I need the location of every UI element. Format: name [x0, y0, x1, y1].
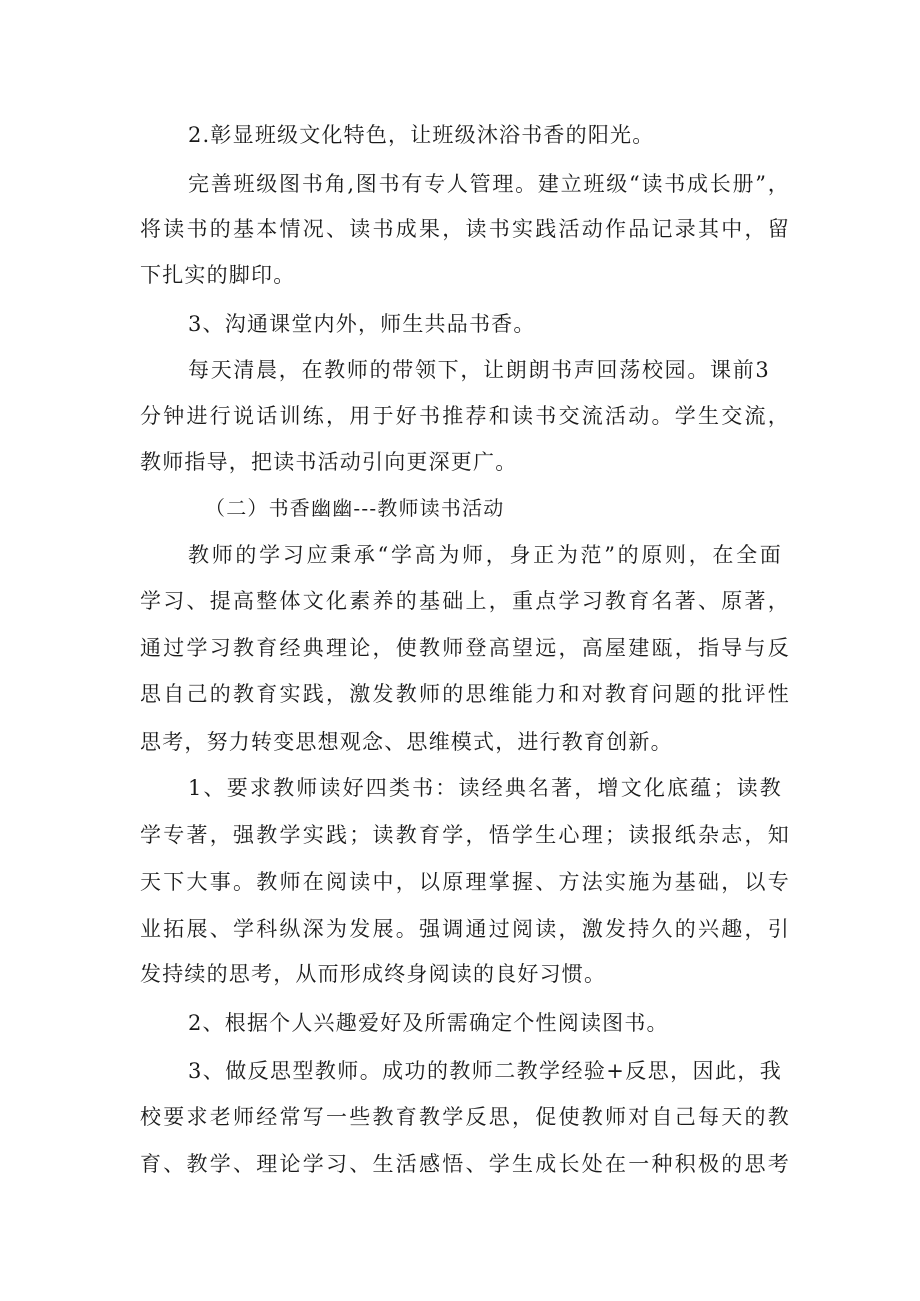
paragraph-line: 育、教学、理论学习、生活感悟、学生成长处在一种积极的思考	[140, 1152, 790, 1176]
paragraph-line: 通过学习教育经典理论，使教师登高望远，高屋建瓯，指导与反	[140, 636, 790, 660]
paragraph-line: 思自己的教育实践，激发教师的思维能力和对教育问题的批评性	[140, 682, 790, 706]
section-heading: （二）书香幽幽---教师读书活动	[205, 496, 505, 520]
paragraph-line: 校要求老师经常写一些教育教学反思，促使教师对自己每天的教	[140, 1105, 790, 1129]
paragraph-line: 天下大事。教师在阅读中，以原理掌握、方法实施为基础，以专	[140, 870, 790, 894]
paragraph-line: 思考，努力转变思想观念、思维模式，进行教育创新。	[140, 730, 673, 754]
paragraph-line: 1、要求教师读好四类书：读经典名著，增文化底蕴；读教	[188, 776, 782, 800]
paragraph-line: 学习、提高整体文化素养的基础上，重点学习教育名著、原著，	[140, 589, 790, 613]
heading-item-3: 3、沟通课堂内外，师生共品书香。	[188, 312, 536, 336]
list-item-2: 2、根据个人兴趣爱好及所需确定个性阅读图书。	[188, 1011, 669, 1035]
paragraph-line: 将读书的基本情况、读书成果，读书实践活动作品记录其中，留	[140, 217, 790, 241]
paragraph-line: 教师指导，把读书活动引向更深更广。	[140, 450, 518, 474]
paragraph-line: 3、做反思型教师。成功的教师二教学经验+反思，因此，我	[188, 1059, 782, 1083]
heading-item-2: 2.彰显班级文化特色，让班级沐浴书香的阳光。	[188, 123, 655, 147]
paragraph-line: 下扎实的脚印。	[140, 263, 296, 287]
paragraph-line: 教师的学习应秉承“学高为师，身正为范”的原则，在全面	[188, 543, 782, 567]
paragraph-line: 每天清晨，在教师的带领下，让朗朗书声回荡校园。课前3	[188, 358, 770, 382]
paragraph-line: 发持续的思考，从而形成终身阅读的良好习惯。	[140, 962, 607, 986]
paragraph-line: 完善班级图书角,图书有专人管理。建立班级“读书成长册”，	[188, 172, 790, 196]
paragraph-line: 业拓展、学科纵深为发展。强调通过阅读，激发持久的兴趣，引	[140, 917, 790, 941]
paragraph-line: 学专著，强教学实践；读教育学，悟学生心理；读报纸杂志，知	[140, 823, 790, 847]
paragraph-line: 分钟进行说话训练，用于好书推荐和读书交流活动。学生交流，	[140, 404, 790, 428]
